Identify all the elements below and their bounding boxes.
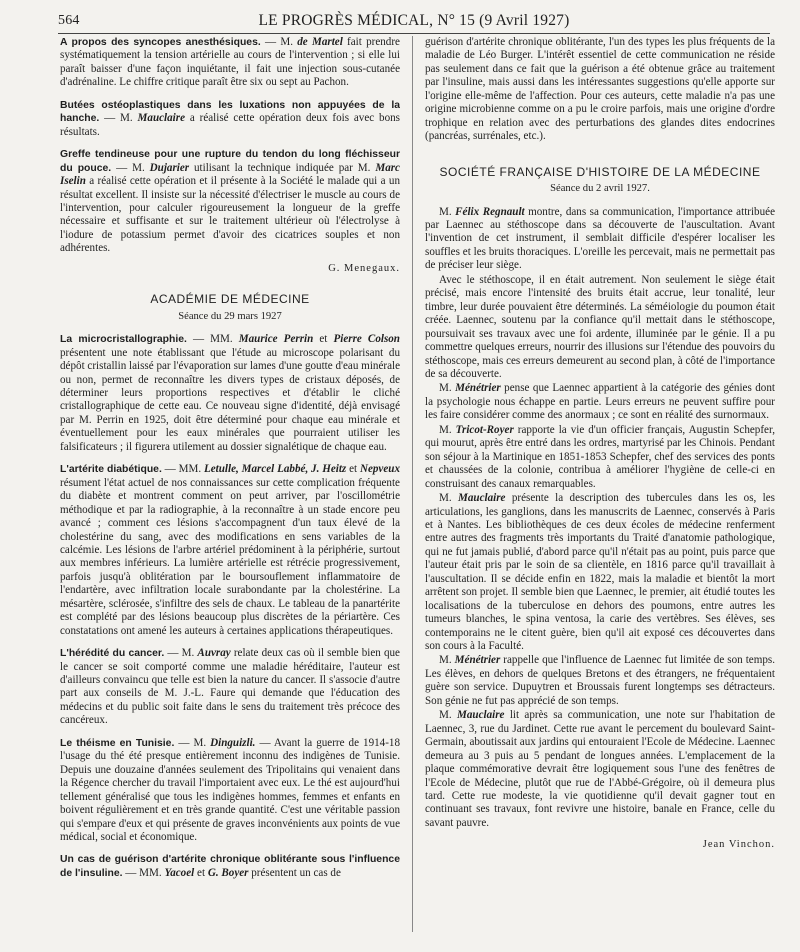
paragraph-mauclaire-2: M. Mauclaire lit après sa communication, une note sur l'habitation de Laennec, 3, rue du Jardinet. Cette rue avant le percement du boulevard Saint-Germain, aboutissait aux jardins qui entouraient l'Ecole de Médecine. Laennec demeura au 3 puis au 5 pendant de longues années. L'emplacement de la plaque commémorative devrait être logiquement sous l'une des fenêtres de l'Ecole de Médecine, plutôt que rue de l'Abbé-Grégoire, où il demeura plus tard. Cette rue modeste, la vie quotidienne qu'il devait gagner tout en continuant ses travaux, font revivre une histoire, banale en France, celle du savant pauvre. — [425, 709, 775, 829]
journal-title: LE PROGRÈS MÉDICAL, N° 15 (9 Avril 1927) — [258, 12, 570, 29]
article-arterite-diabetique: L'artérite diabétique. — MM. Letulle, Marcel Labbé, J. Heitz et Nepveux résument l'état actuel de nos connaissances sur cette complication fréquente du diabète et montrent comment on peut arriver, par l'oscillométrie méthodique et par la radiographie, à la reconnaître à un stade encore peu avancé ; comment ces lésions s'accompagnent d'un taux élevé de la cholestérine du sang, avec des modifications en sens variables de la calcémie. Les lésions de l'arbre artériel prédominent à la périphérie, surtout aux membres inférieurs. La lumière artérielle est rétrécie progressivement, parfois jusqu'à oblitération par le boursouflement inflammatoire de l'endartère, avec infiltration locale surabondante par la cholestérine. La mésartère, sclérosée, s'infiltre des sels de chaux. Le tableau de la panartérite est complété par des lésions beaucoup plus discrètes de la périartère. Ces constatations ont amené les auteurs à certaines applications thérapeutiques. — [60, 463, 400, 637]
signature-menegaux: G. Menegaux. — [328, 262, 400, 274]
right-column — [425, 36, 775, 946]
paragraph-menetrier-1: M. Ménétrier pense que Laennec appartient à la catégorie des génies dont la psychologie nous échappe en partie. Leurs erreurs ne peuvent suffire pour les faire considérer comme des anormaux ; ce sont en réalité des surnormaux. — [425, 382, 775, 422]
signature-vinchon: Jean Vinchon. — [702, 839, 775, 851]
paragraph-regnault: M. Félix Regnault montre, dans sa communication, l'importance attribuée par Laennec au stéthoscope dans sa découverte de l'auscultation. Avant l'invention de cet instrument, il semblait difficile d'espérer localiser les souffles et les bruits thoraciques. L'oreille les percevait, mais ne permettait pas de préciser leur siège. — [425, 205, 775, 272]
paragraph-tricot-royer: M. Tricot-Royer rapporte la vie d'un officier français, Augustin Schepfer, qui mourut, après être entré dans les ordres, martyrisé par les Chinois. Pendant son séjour à la Martinique en 1851-1853 Schepfer, chef des services des ponts et chaussées de la colonie, contribua à améliorer l'hygiène de celle-ci en construisant des canaux remarquables. — [425, 423, 775, 490]
paragraph-menetrier-2: M. Ménétrier rappelle que l'influence de Laennec fut limitée de son temps. Les élèves, en dehors de quelques Bretons et des étrangers, ne fréquentaient guère son service. Dupuytren et Broussais furent longtemps ses détracteurs. Son génie ne fut pas apprécié de son temps. — [425, 654, 775, 707]
article-theisme: Le théisme en Tunisie. — M. Dinguizli. — Avant la guerre de 1914-18 l'usage du thé été presque entièrement inconnu des indigènes de Tunisie. Depuis une douzaine d'années seulement des Tripolitains qui venaient dans la Régence chercher du travail l'importaient avec eux. Le thé est aujourd'hui tellement généralisé que tous les indigènes hommes, femmes et enfants en boivent régulièrement et en très grande quantité. C'est une véritable passion qui s'empare d'eux et qui présente de graves inconvénients aux points de vue médical, social et économique. — [60, 736, 400, 844]
paragraph-mauclaire-1: M. Mauclaire présente la description des tubercules dans les os, les articulations, les ganglions, dans les manuscrits de Laennec, conservés à Paris et à Nantes. Les bibliothèques de ces deux écoles de médecine renferment entre autres des fragments très importants du Traité d'anatomie pathologique, qui ne fut jamais publié, d'abord parce qu'il n'était pas au point, puis parce que l'auteur était pris par le soin de sa clientèle, en 1816 parce qu'il travaillait à l'auscultation. Il se décide enfin en 1822, mais la maladie et bientôt la mort arrêtent son projet. Il semble bien que Laennec, le premier, ait étudié toutes les localisations de la tuberculose en dehors des poumons, entre autres les tumeurs blanches, le spina ventosa, la carie des vertèbres. Ses élèves, ses contemporains ne le citent guère, bien qu'il ait exposé ces découvertes dans son cours à la Faculté. — [425, 492, 775, 653]
article-guerison-insuline: Un cas de guérison d'artérite chronique oblitérante sous l'influence de l'insuline. — MM. Yacoel et G. Boyer présentent un cas de — [60, 854, 400, 879]
section-title-academie: ACADÉMIE DE MÉDECINE — [150, 292, 310, 307]
article-microcristallographie: La microcristallographie. — MM. Maurice Perrin et Pierre Colson présentent une note établissant que l'étude au microscope polarisant du dépôt cristallin laissé par l'évaporation sur lames d'une goutte d'eau minérale ou non, permet de reconnaître les divers types de cristaux déposés, de déterminer leurs proportions respectives et d'établir le cliché cristallographique de cette eau. Ce nouveau signe d'identité, déjà envisagé par M. Perrin en 1925, doit être déterminé pour chaque eau minérale et éventuellement pour les eaux minérales que pourraient utiliser les falsificateurs ; il figurera utilement au dossier signalétique de chaque eau. — [60, 333, 400, 453]
header-rule — [58, 33, 770, 34]
column-divider — [412, 36, 413, 932]
article-heredite-cancer: L'hérédité du cancer. — M. Auvray relate deux cas où il semble bien que le cancer se soit comporté comme une maladie héréditaire, l'auteur est d'ailleurs convaincu que telle est bien la nature du cancer. Il s'associe d'autre part aux conseils de M. J.-L. Faure qui demande que l'éducation des médecins et du public soit faite dans le sens du traitement très précoce des cancéreux. — [60, 647, 400, 727]
article-syncopes: A propos des syncopes anesthésiques. — M. de Martel fait prendre systématiquement la tension artérielle au cours de l'intervention ; si elle lui paraît baisser d'une façon inquiétante, il fait une injection sous-cutanée d'adrénaline. Le chiffre critique paraît être six ou sept au Pachon. — [60, 36, 400, 89]
section-title-histoire: SOCIÉTÉ FRANÇAISE D'HISTOIRE DE LA MÉDECINE — [439, 164, 761, 179]
article-greffe: Greffe tendineuse pour une rupture du tendon du long fléchisseur du pouce. — M. Dujarier utilisant la technique indiquée par M. Marc Iselin a réalisé cette opération et il présente à la Société le malade qui a un résultat excellent. Il insiste sur la nécessité d'électriser le muscle au cours de l'intervention, pour calculer rigoureusement la longueur de la greffe nécessaire et suffisante et sur le traitement ultérieur où l'électrolyse à l'iodure de potassium permet d'avoir des cicatrices souples et non adhérentes. — [60, 149, 400, 255]
left-column — [60, 36, 400, 946]
running-header — [58, 12, 770, 32]
article-butees: Butées ostéoplastiques dans les luxations non appuyées de la hanche. — M. Mauclaire a réalisé cette opération deux fois avec bons résultats. — [60, 99, 400, 138]
section-date-academie: Séance du 29 mars 1927 — [178, 310, 282, 322]
page-number: 564 — [58, 13, 80, 28]
section-date-histoire: Séance du 2 avril 1927. — [550, 183, 650, 195]
paragraph-stethoscope: Avec le stéthoscope, il en était autrement. Non seulement le siège était précisé, mais encore l'intensité des bruits était accrue, leur tonalité, leur timbre, leur durée pouvaient être déterminés. La séméiologie du poumon était créée. Laennec, soutenu par la confiance qu'il mettait dans le stéthoscope, poursuivait ses travaux avec une foi ardente, illuminée par le génie. Il a pu commettre quelques erreurs, nourrir des illusions sur l'étendue des pouvoirs du stéthoscope, mais ces erreurs demeurent au second plan, à côté de l'importance de sa découverte. — [425, 273, 775, 380]
article-continuation: guérison d'artérite chronique oblitérante, l'un des types les plus fréquents de la maladie de Léo Burger. L'intérêt essentiel de cette communication ne réside pas seulement dans ce fait que la guérison a été obtenue grâce au traitement par l'insuline, mais aussi dans les intéressantes suggestions qu'elle apporte sur l'origine elle-même de l'affection. Pour ces auteurs, cette maladie n'a pas une origine microbienne comme on a pu le croire parfois, mais une origine d'ordre trophique en relation avec des perturbations des glandes dites endocrines (pancréas, surrénales, etc.). — [425, 36, 775, 143]
